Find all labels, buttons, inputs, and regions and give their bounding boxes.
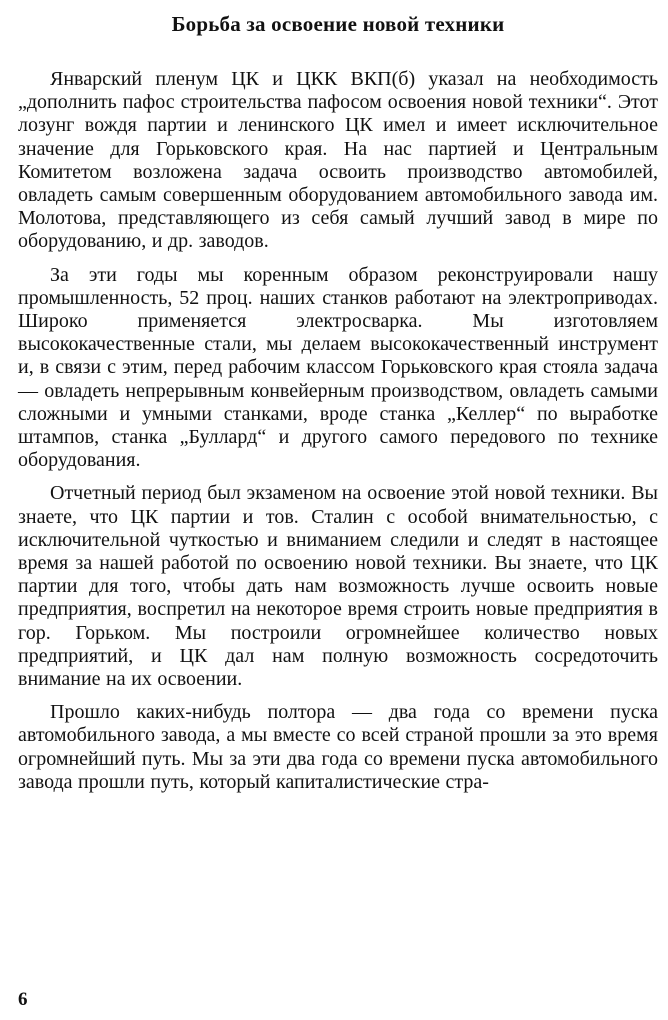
paragraph-2: За эти годы мы коренным образом реконструировали нашу промышленность, 52 проц. наших станков работают на электроприводах. Широко применяется электросварка. Мы изготовляем высококачественные стали, мы делаем высококачественный инструмент и, в связи с этим, перед рабочим классом Горьковского края стояла задача — овладеть непрерывным конвейерным производством, овладеть самыми сложными и умными станками, вроде станка „Келлер“ по выработке штампов, станка „Буллард“ и другого самого передового по технике оборудования. — [18, 263, 658, 472]
paragraph-1: Январский пленум ЦК и ЦКК ВКП(б) указал на необходимость „дополнить пафос строительства пафосом освоения новой техники“. Этот лозунг вождя партии и ленинского ЦК имел и имеет исключительное значение для Горьковского края. На нас партией и Центральным Комитетом возложена задача освоить производство автомобилей, овладеть самым совершенным оборудованием автомобильного завода им. Молотова, представляющего из себя самый лучший завод в мире по оборудованию, и др. заводов. — [18, 68, 658, 253]
document-page — [18, 10, 658, 804]
paragraph-4: Прошло каких-нибудь полтора — два года со времени пуска автомобильного завода, а мы вместе со всей страной прошли за это время огромнейший путь. Мы за эти два года со времени пуска автомобильного завода прошли путь, который капиталистические стра- — [18, 701, 658, 793]
paragraph-3: Отчетный период был экзаменом на освоение этой новой техники. Вы знаете, что ЦК партии и тов. Сталин с особой внимательностью, с исключительной чуткостью и вниманием следили и следят в настоящее время за нашей работой по освоению новой техники. Вы знаете, что ЦК партии для того, чтобы дать нам возможность лучше освоить новые предприятия, воспретил на некоторое время строить новые предприятия в гор. Горьком. Мы построили огромнейшее количество новых предприятий, и ЦК дал нам полную возможность сосредоточить внимание на их освоении. — [18, 482, 658, 691]
article-title: Борьба за освоение новой техники — [171, 12, 505, 36]
page-number: 6 — [18, 989, 28, 1010]
